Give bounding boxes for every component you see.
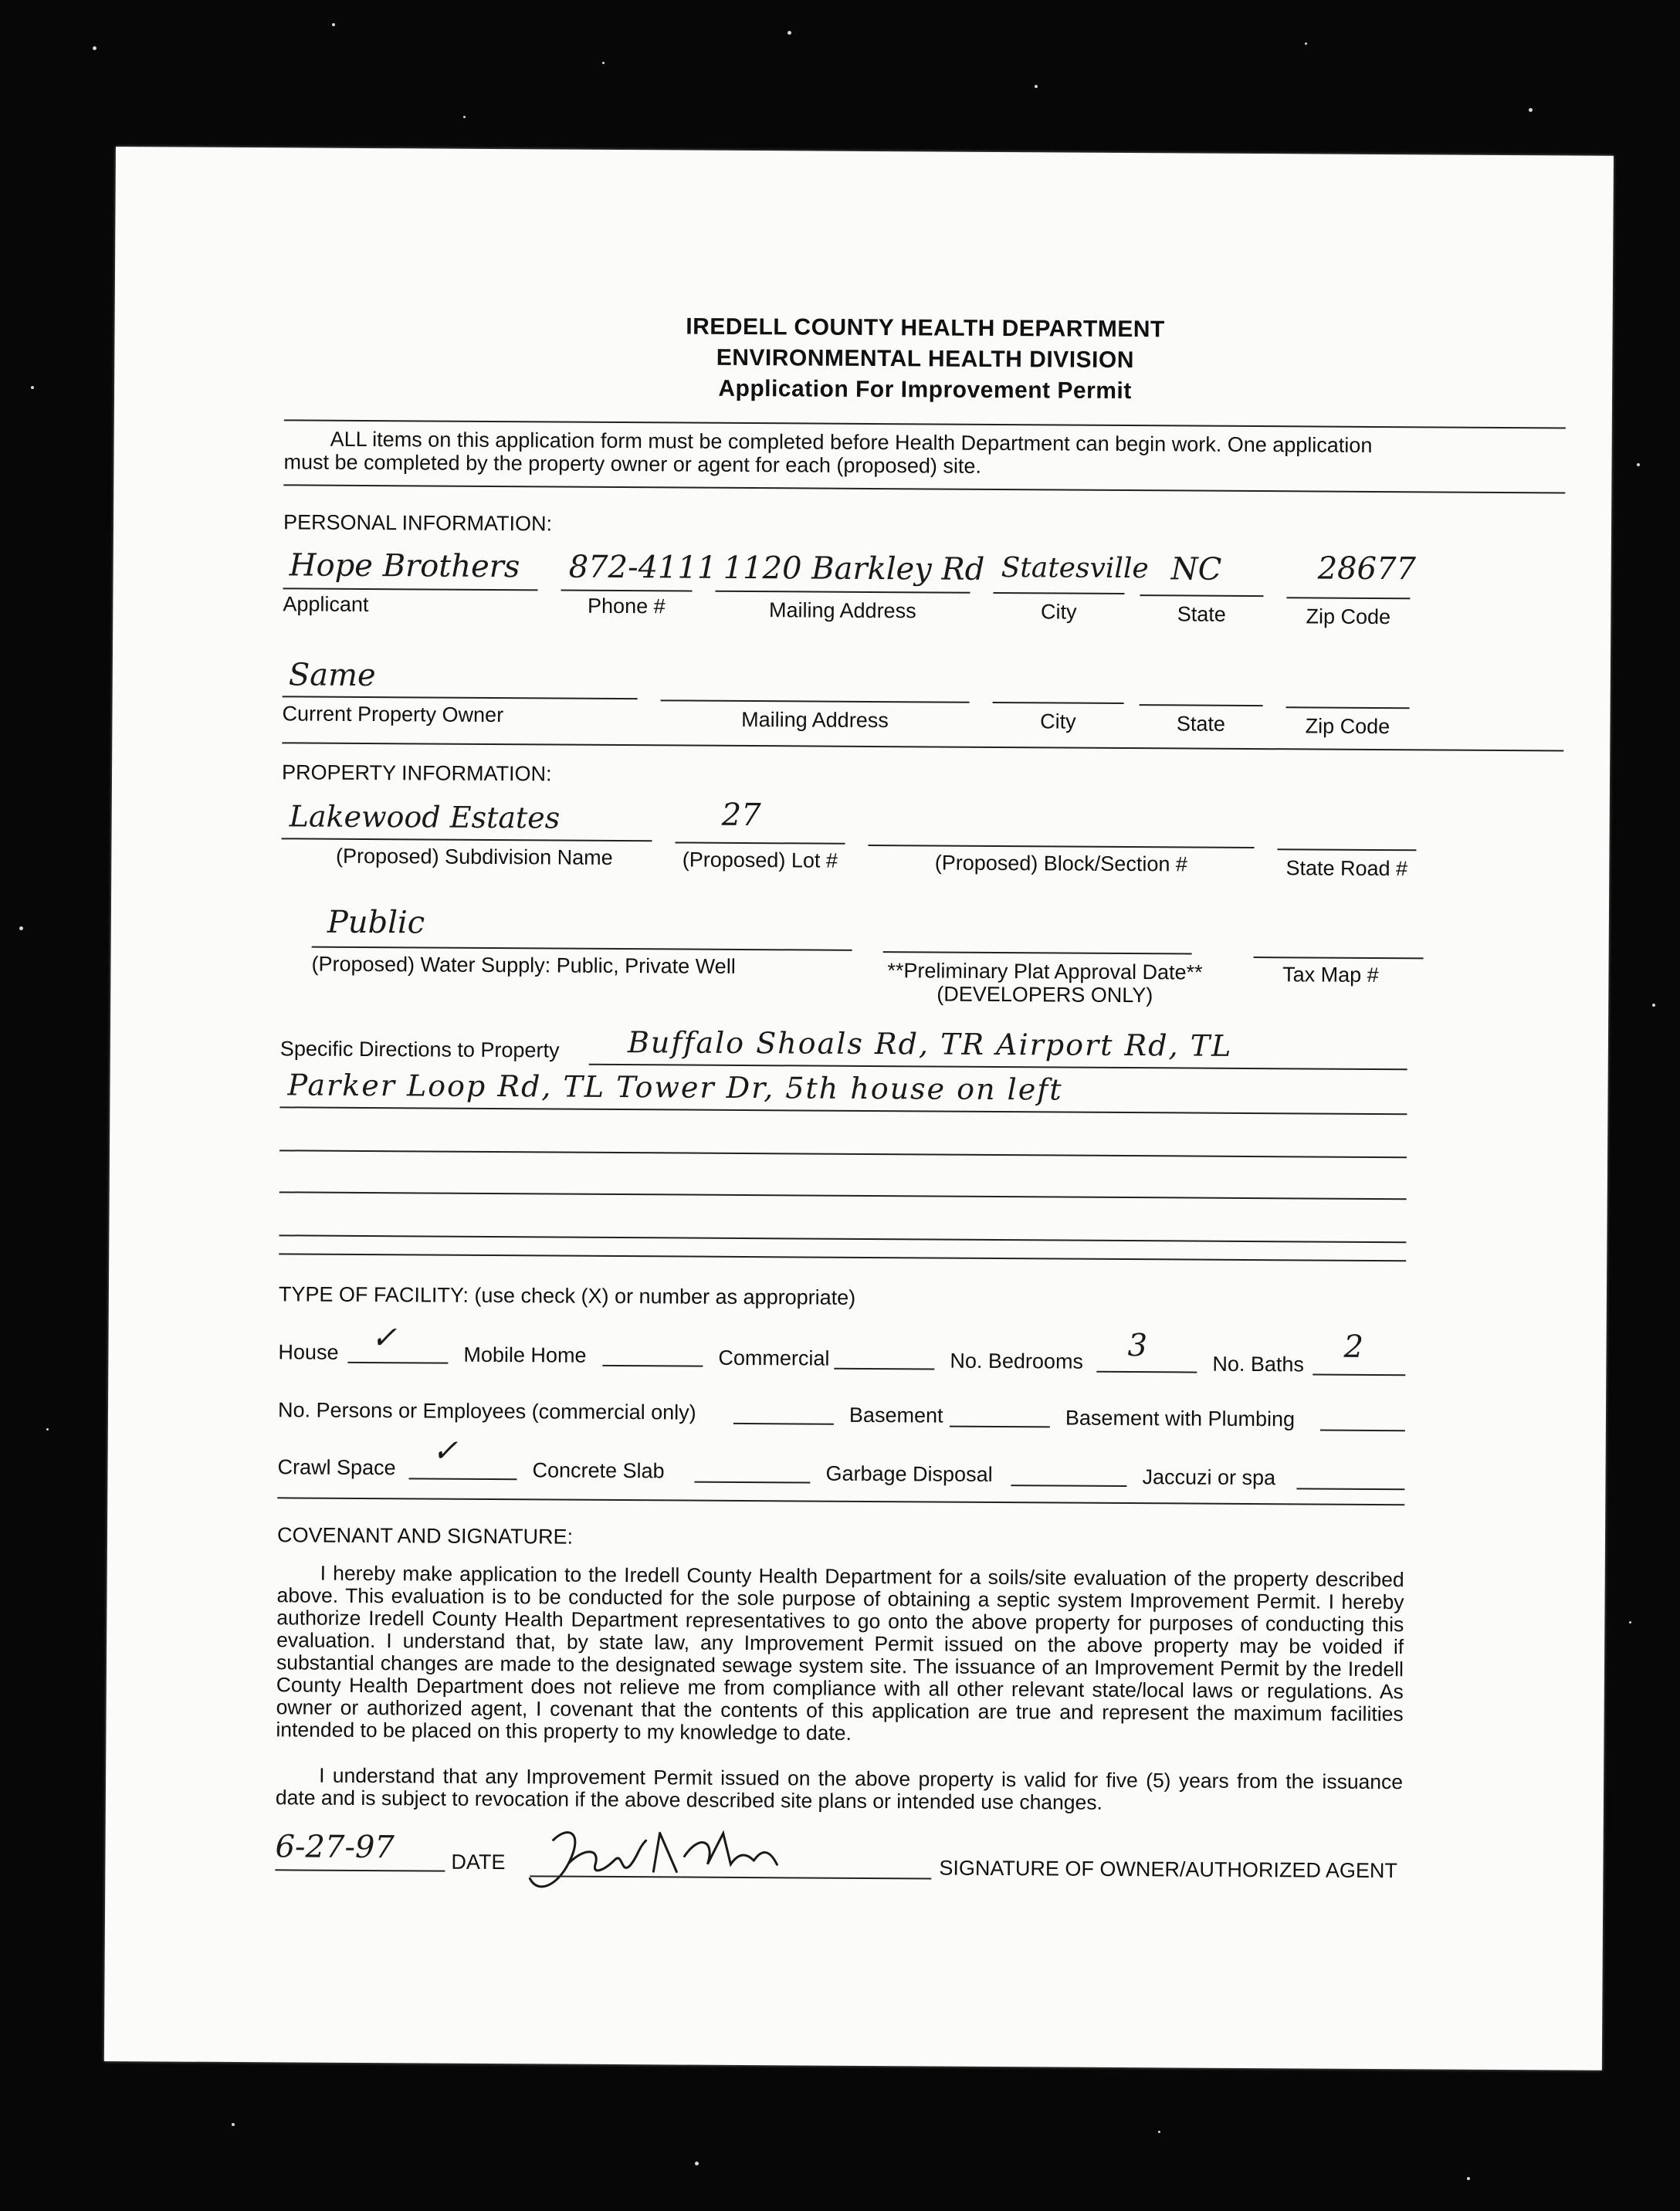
bedrooms-line <box>1096 1371 1197 1373</box>
subdivision-value: Lakewood Estates <box>289 799 561 835</box>
owner-state-label: State <box>1176 712 1226 736</box>
block-label: (Proposed) Block/Section # <box>934 851 1188 876</box>
owner-city-label: City <box>1040 709 1076 733</box>
property-rule <box>279 1253 1406 1261</box>
mobile-label: Mobile Home <box>463 1343 587 1367</box>
directions-line3 <box>279 1150 1407 1158</box>
baths-label: No. Baths <box>1212 1352 1305 1376</box>
state-label: State <box>1177 602 1226 626</box>
date-line <box>275 1869 445 1871</box>
mobile-line <box>602 1365 703 1367</box>
basement-plumbing-line <box>1320 1430 1405 1432</box>
persons-label: No. Persons or Employees (commercial only) <box>277 1398 696 1424</box>
owner-zip-label: Zip Code <box>1305 714 1390 739</box>
block-line <box>868 845 1254 848</box>
applicant-label: Applicant <box>283 592 369 617</box>
directions-line4 <box>279 1191 1407 1200</box>
lot-value: 27 <box>721 797 761 834</box>
personal-heading: PERSONAL INFORMATION: <box>283 510 553 536</box>
intro-line2: must be completed by the property owner or agent for each (proposed) site. <box>283 450 982 478</box>
baths-line <box>1312 1374 1405 1376</box>
header-line1: IREDELL COUNTY HEALTH DEPARTMENT <box>686 313 1165 343</box>
subdivision-line <box>282 838 652 841</box>
owner-label: Current Property Owner <box>282 702 504 727</box>
zip-label: Zip Code <box>1306 604 1391 629</box>
applicant-line <box>283 587 538 591</box>
property-heading: PROPERTY INFORMATION: <box>281 760 552 786</box>
signature-image <box>522 1817 801 1911</box>
zip-value: 28677 <box>1317 550 1417 587</box>
facility-heading: TYPE OF FACILITY: (use check (X) or number as appropriate) <box>278 1282 856 1309</box>
phone-label: Phone # <box>587 594 666 618</box>
owner-mailing-line <box>661 699 970 703</box>
facility-rule <box>277 1497 1404 1505</box>
crawl-check: ✓ <box>432 1433 459 1469</box>
bedrooms-label: No. Bedrooms <box>950 1349 1084 1373</box>
slab-line <box>694 1481 810 1484</box>
persons-line <box>733 1423 834 1425</box>
state-line <box>1140 594 1263 597</box>
city-value: Statesville <box>1001 552 1149 585</box>
basement-plumbing-label: Basement with Plumbing <box>1065 1406 1296 1431</box>
road-label: State Road # <box>1285 856 1408 881</box>
plat-label: **Preliminary Plat Approval Date** <box>887 959 1203 984</box>
garbage-label: Garbage Disposal <box>825 1461 993 1486</box>
subdivision-label: (Proposed) Subdivision Name <box>335 844 613 869</box>
garbage-line <box>1011 1485 1126 1487</box>
header-rule <box>284 419 1566 428</box>
lot-line <box>676 841 845 844</box>
date-value: 6-27-97 <box>275 1829 395 1866</box>
basement-label: Basement <box>848 1403 943 1427</box>
commercial-line <box>834 1368 934 1370</box>
taxmap-label: Tax Map # <box>1282 963 1379 987</box>
directions-value-line2: Parker Loop Rd, TL Tower Dr, 5th house on left <box>287 1068 1063 1107</box>
house-line <box>347 1362 448 1364</box>
owner-mailing-label: Mailing Address <box>741 707 889 733</box>
covenant-heading: COVENANT AND SIGNATURE: <box>276 1523 574 1549</box>
slab-label: Concrete Slab <box>532 1458 665 1483</box>
crawl-label: Crawl Space <box>277 1455 396 1480</box>
owner-value: Same <box>288 657 376 694</box>
taxmap-line <box>1254 957 1424 959</box>
directions-line5 <box>279 1234 1406 1243</box>
phone-value: 872-4111 <box>568 549 717 586</box>
intro-rule <box>283 484 1565 493</box>
basement-line <box>950 1426 1050 1428</box>
directions-label: Specific Directions to Property <box>279 1037 560 1062</box>
plat-line <box>883 951 1192 954</box>
mailing-label: Mailing Address <box>768 598 916 623</box>
directions-line2 <box>279 1106 1407 1115</box>
intro-line1: ALL items on this application form must be completed before Health Department can begin work. One application <box>330 427 1373 457</box>
water-line <box>312 946 852 951</box>
owner-city-line <box>993 702 1124 704</box>
bedrooms-value: 3 <box>1127 1328 1148 1364</box>
jaccuzi-label: Jaccuzi or spa <box>1142 1465 1276 1490</box>
owner-zip-line <box>1286 706 1410 709</box>
lot-label: (Proposed) Lot # <box>682 848 838 872</box>
jaccuzi-line <box>1296 1488 1404 1490</box>
city-label: City <box>1041 600 1077 624</box>
directions-value-line1: Buffalo Shoals Rd, TR Airport Rd, TL <box>627 1025 1233 1063</box>
house-check: ✓ <box>371 1320 398 1356</box>
covenant-paragraph-2: I understand that any Improvement Permit issued on the above property is valid for five (5) years from the issuance date and is subject to revocation if the above described site plans or intended use changes. <box>275 1763 1404 1814</box>
zip-line <box>1286 597 1410 599</box>
baths-value: 2 <box>1343 1329 1364 1365</box>
city-line <box>993 592 1124 594</box>
directions-line1 <box>589 1064 1407 1070</box>
commercial-label: Commercial <box>718 1346 830 1370</box>
mailing-value: 1120 Barkley Rd <box>723 550 985 587</box>
crawl-line <box>408 1478 517 1480</box>
plat-note: (DEVELOPERS ONLY) <box>937 982 1153 1007</box>
owner-line <box>283 696 638 699</box>
state-value: NC <box>1170 551 1222 587</box>
header-line3: Application For Improvement Permit <box>718 375 1132 405</box>
mailing-line <box>715 591 970 594</box>
water-label: (Proposed) Water Supply: Public, Private Well <box>311 952 736 978</box>
signature-label: SIGNATURE OF OWNER/AUTHORIZED AGENT <box>939 1856 1398 1883</box>
header-line2: ENVIRONMENTAL HEALTH DIVISION <box>716 344 1135 374</box>
applicant-value: Hope Brothers <box>289 547 520 585</box>
personal-rule <box>282 742 1563 751</box>
house-label: House <box>278 1340 339 1364</box>
application-form <box>104 147 1614 2070</box>
owner-state-line <box>1140 704 1263 706</box>
phone-line <box>561 590 692 592</box>
road-line <box>1277 848 1416 851</box>
date-label: DATE <box>451 1850 506 1874</box>
covenant-paragraph-1: I hereby make application to the Iredell County Health Department for a soils/site evaluation of the property described above. This evaluation is to be conducted for the sole purpose of obtaining a septic system Improvement Permit. I hereby authorize Iredell County Health Department representatives to go onto the above property for purposes of conducting this evaluation. I understand that, by state law, any Improvement Permit issued on the above property may be voided if substantial changes are made to the designated sewage system site. The issuance of an Improvement Permit by the Iredell County Health Department does not relieve me from compliance with all other relevant state/local laws or regulations. As owner or authorized agent, I covenant that the contents of this application are true and represent the maximum facilities intended to be placed on this property to my knowledge to date. <box>276 1561 1404 1745</box>
water-value: Public <box>327 904 425 941</box>
